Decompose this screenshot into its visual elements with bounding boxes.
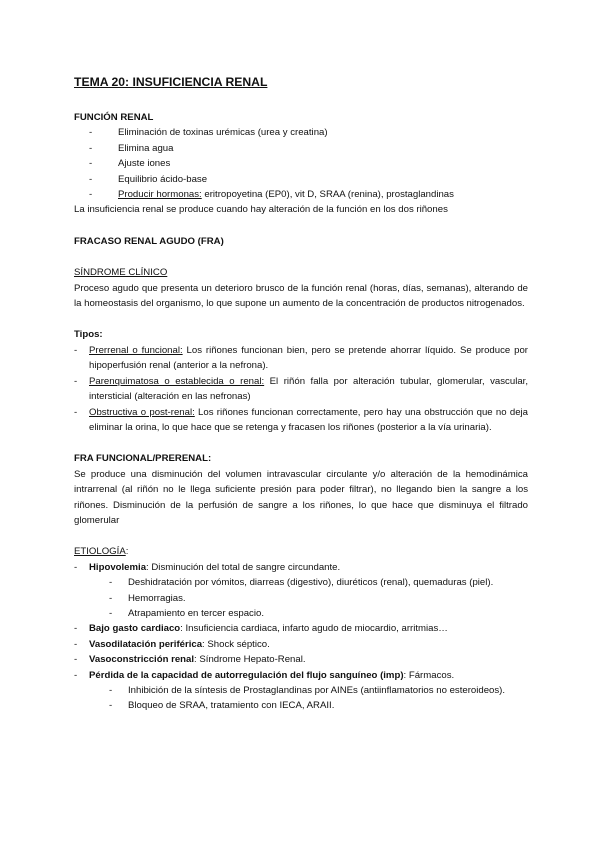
- funcion-note: La insuficiencia renal se produce cuando hay alteración de la función en los dos riñones: [74, 204, 448, 216]
- list-item: - Bajo gasto cardiaco: Insuficiencia cardiaca, infarto agudo de miocardio, arritmias…: [74, 623, 448, 635]
- subheading-sindrome-clinico: SÍNDROME CLÍNICO: [74, 267, 168, 279]
- section-heading-fra: FRACASO RENAL AGUDO (FRA): [74, 235, 224, 247]
- list-item: - Bloqueo de SRAA, tratamiento con IECA, ARAII.: [109, 700, 335, 712]
- document-page: [74, 74, 528, 714]
- list-item: - Eliminación de toxinas urémicas (urea y creatina): [89, 127, 328, 139]
- section-heading-funcion-renal: FUNCIÓN RENAL: [74, 112, 154, 123]
- subheading-tipos: Tipos:: [74, 329, 103, 341]
- paragraph-sindrome: Proceso agudo que presenta un deterioro brusco de la función renal (horas, días, semanas), alterando de la homeostasis del organismo, lo que supone un aumento de la concentración de productos nitrogenados.: [74, 282, 528, 310]
- list-item: - Hemorragias.: [109, 592, 186, 604]
- list-item: - Parenquimatosa o establecida o renal: El riñón falla por alteración tubular, glomerular, vascular, intersticial (alteración en las nefronas): [74, 375, 528, 403]
- list-item: - Obstructiva o post-renal: Los riñones funcionan correctamente, pero hay una obstrucción que no deja eliminar la orina, lo que hace que se retenga y fracasen los riñones (posterior a la vía urinaria).: [74, 406, 528, 433]
- list-item: - Vasodilatación periférica: Shock séptico.: [74, 638, 270, 650]
- list-item: - Prerrenal o funcional: Los riñones funcionan bien, pero se pretende ahorrar líquido. Se produce por hipoperfusión renal (anterior a la nefrona).: [74, 344, 528, 372]
- subheading-etiologia: ETIOLOGÍA:: [74, 546, 129, 558]
- list-item: - Pérdida de la capacidad de autorregulación del flujo sanguíneo (imp): Fármacos.: [74, 669, 455, 681]
- list-item: - Inhibición de la síntesis de Prostaglandinas por AINEs (antiinflamatorios no esteroideos).: [109, 685, 506, 696]
- list-item: - Atrapamiento en tercer espacio.: [109, 607, 264, 619]
- list-item: - Ajuste iones: [89, 158, 171, 170]
- paragraph-fra-funcional: Se produce una disminución del volumen intravascular circulante y/o alteración de la hemodinámica intrarrenal (al riñón no le llega suficiente presión para poder filtrar), no llegando bien la sangre a los riñones. Disminución de la perfusión de sangre a los riñones, lo que hace que disminuya el filtrado glomerular: [74, 468, 528, 526]
- list-item: - Elimina agua: [89, 142, 174, 154]
- page-title: TEMA 20: INSUFICIENCIA RENAL: [74, 75, 268, 89]
- list-item: - Vasoconstricción renal: Síndrome Hepato-Renal.: [74, 654, 306, 666]
- section-heading-fra-funcional: FRA FUNCIONAL/PRERENAL:: [74, 453, 212, 465]
- list-item: - Producir hormonas: eritropoyetina (EP0), vit D, SRAA (renina), prostaglandinas: [89, 189, 454, 201]
- list-item: - Deshidratación por vómitos, diarreas (digestivo), diuréticos (renal), quemaduras (piel).: [109, 577, 494, 589]
- list-item: - Hipovolemia: Disminución del total de sangre circundante.: [74, 561, 341, 573]
- list-item: - Equilibrio ácido-base: [89, 173, 208, 185]
